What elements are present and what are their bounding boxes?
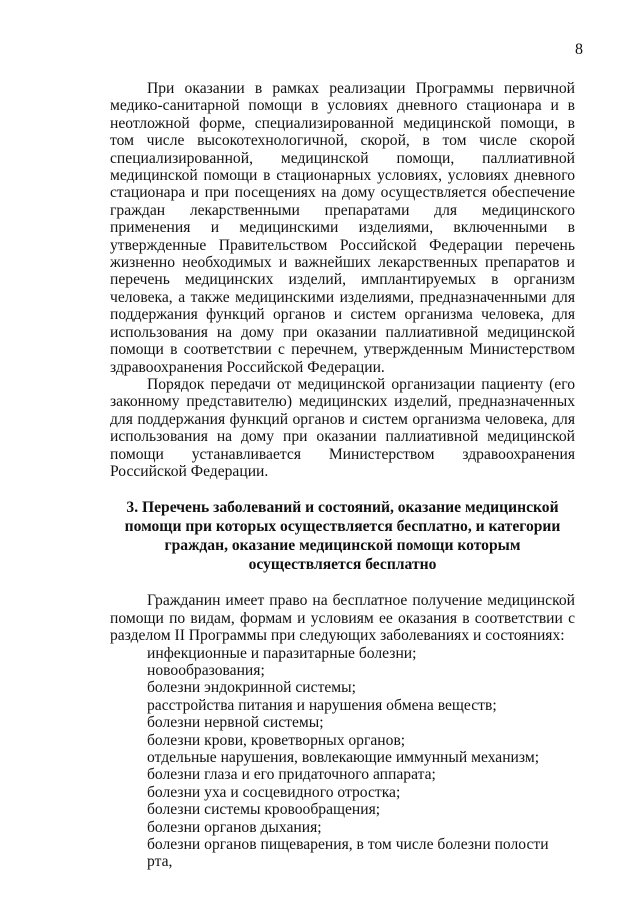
page-number: 8 [575,41,583,58]
paragraph-transfer-procedure: Порядок передачи от медицинской организации пациенту (его законному представителю) медицинских изделий, предназначенных для поддержания функций органов и систем организма человека, для использования на дому при оказании паллиативной медицинской помощи устанавливается Министерством здравоохранения Российской Федерации. [110,375,575,480]
list-item: инфекционные и паразитарные болезни; [147,644,417,662]
list-item: болезни уха и сосцевидного отростка; [147,783,401,801]
paragraph-right-to-care: Гражданин имеет право на бесплатное получение медицинской помощи по видам, формам и условиям ее оказания в соответствии с разделом II Программы при следующих заболеваниях и состояниях: [110,592,575,645]
list-item: болезни крови, кроветворных органов; [147,731,406,749]
list-item: болезни системы кровообращения; [147,801,381,819]
paragraph-drug-provision: При оказании в рамках реализации Программы первичной медико-санитарной помощи в условиях дневного стационара и в неотложной форме, специализированной медицинской помощи, в том числе высокотехнологичной, скорой, в том числе скорой специализированной, медицинской помощи, паллиативной медицинской помощи в стационарных условиях, условиях дневного стационара и при посещениях на дому осуществляется обеспечение граждан лекарственными препаратами для медицинского применения и медицинскими изделиями, включенными в утвержденные Правительством Российской Федерации перечень жизненно необходимых и важнейших лекарственных препаратов и перечень медицинских изделий, имплантируемых в организм человека, а также медицинскими изделиями, предназначенными для поддержания функций органов и систем организма человека, для использования на дому при оказании паллиативной медицинской помощи в соответствии с перечнем, утвержденным Министерством здравоохранения Российской Федерации. [110,80,575,376]
list-item: отдельные нарушения, вовлекающие иммунный механизм; [147,749,540,766]
list-item: новообразования; [147,661,265,679]
document-body [110,80,575,871]
list-item: болезни органов пищеварения, в том числе болезни полости рта, [147,836,549,871]
list-item: болезни эндокринной системы; [147,679,356,697]
section-heading: 3. Перечень заболеваний и состояний, оказание медицинской помощи при которых осуществляется бесплатно, и категории граждан, оказание медицинской помощи которым осуществляется бесплатно [124,499,561,574]
list-item: болезни органов дыхания; [147,818,322,836]
list-item: болезни глаза и его придаточного аппарата; [147,766,436,784]
list-item: болезни нервной системы; [147,714,324,732]
list-item: расстройства питания и нарушения обмена веществ; [147,696,497,714]
